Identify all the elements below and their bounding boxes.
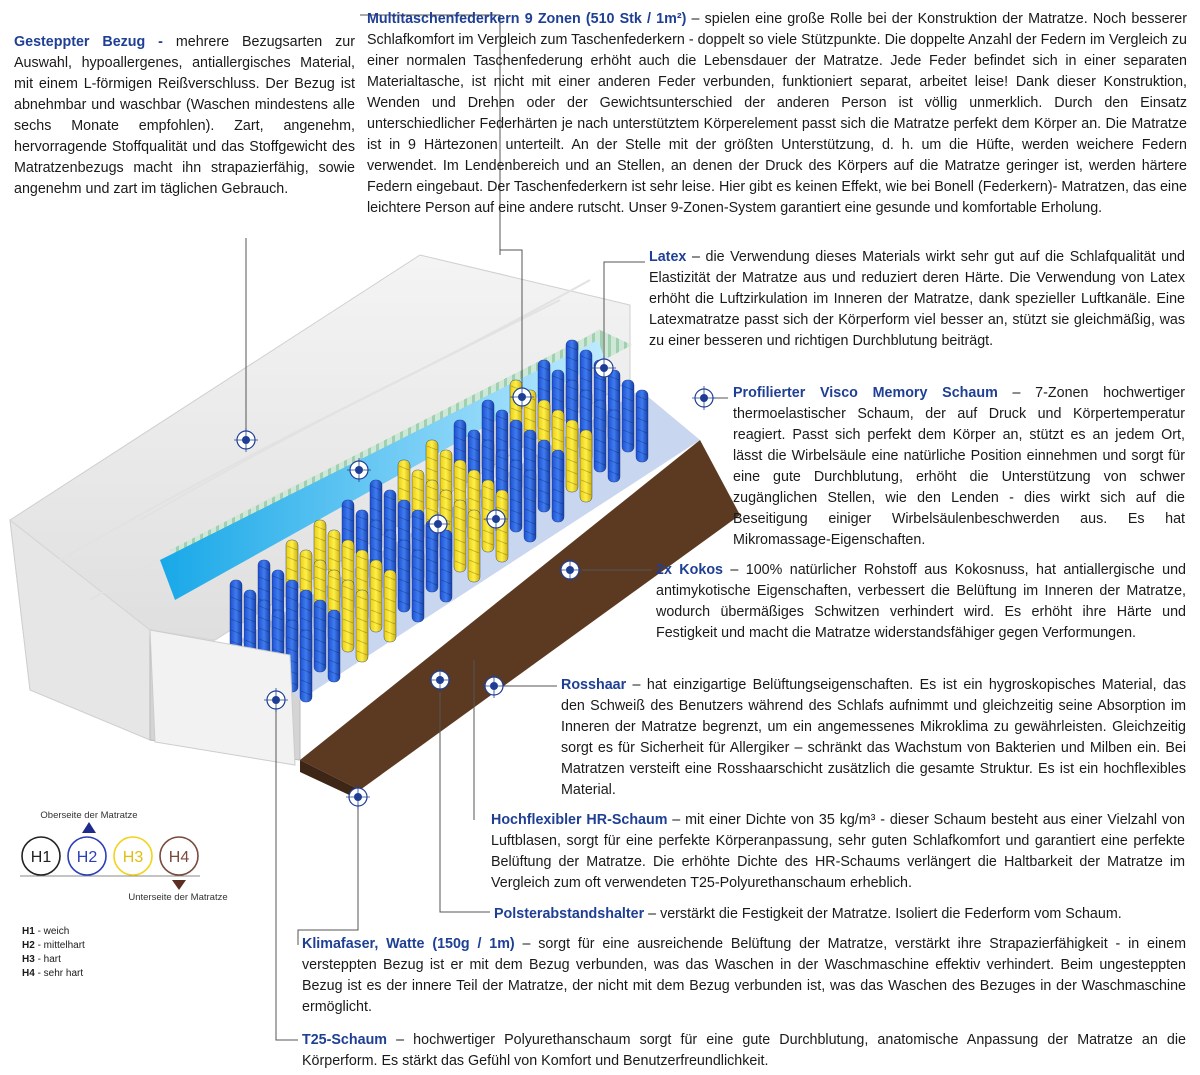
spring-pocket	[314, 600, 326, 672]
spring-pocket	[468, 510, 480, 582]
legend-row	[22, 925, 85, 939]
title: Hochflexibler HR-Schaum	[491, 812, 668, 828]
hardness-circle-h2	[68, 837, 106, 875]
spring-pocket	[622, 380, 634, 452]
spring-pocket	[636, 390, 648, 462]
legend-text: - hart	[34, 954, 61, 965]
description: – spielen eine große Rolle bei der Konstruktion der Matratze. Noch besserer Schlafkomfort im Vergleich zum Taschenfederkern - doppelt so viele Stützpunkte. Die doppelte Anzahl der Federn im Vergleich zu einer normalen Taschenfederung erhöht auch die Lebensdauer der Matratze. Jede Feder befindet sich in einer separaten Materialtasche, ist nicht mit einer anderen Feder verbunden, funktioniert separat, arbeitet leise! Dank dieser Konstruktion, Wenden und Drehen oder der Gewichtsunterschied der anderen Person ist völlig unmerklich. Durch den Einsatz unterschiedlicher Federhärten je nach unterstütztem Körperelement passt sich die Matratze perfekt dem Körper an. Die Matratze ist in 9 Härtezonen unterteilt. An der Stelle mit der größten Unterstützung, d. h. um die Hüfte, werden weichere Federn verwendet. Im Lendenbereich und an Stellen, an denen der Druck des Körpers auf die Matratze geringer ist, werden härtere Federn eingebaut. Der Taschenfederkern ist sehr leise. Hier gibt es keinen Effekt, wie bei Bonell (Federkern)- Matratzen, das eine leichtere Person auf eine andere rutscht. Unser 9-Zonen-System garantiert eine gesunde und komfortable Erholung.	[367, 11, 1187, 216]
title: T25-Schaum	[302, 1032, 388, 1048]
spring-pocket	[328, 610, 340, 682]
legend-key: H4	[22, 968, 35, 979]
top-arrow-icon	[82, 822, 96, 833]
title: Rosshaar	[561, 677, 627, 693]
title: 2x Kokos	[656, 562, 724, 578]
spring-pocket	[538, 440, 550, 512]
bottom-arrow-icon	[172, 880, 186, 890]
spring-pocket	[454, 500, 466, 572]
spring-pocket	[370, 560, 382, 632]
hardness-circle-label: H4	[168, 849, 190, 866]
block-rosshaar	[561, 675, 1186, 801]
legend-text: - sehr hart	[34, 968, 84, 979]
hardness-circle-h1	[22, 837, 60, 875]
title: Profilierter Visco Memory Schaum	[733, 385, 998, 401]
hardness-legend	[22, 925, 85, 981]
description: – hochwertiger Polyurethanschaum sorgt für eine gute Durchblutung, anatomische Anpassung der Matratze an die Körperform. Es stärkt das Gefühl von Komfort und Benutzerfreundlichkeit.	[302, 1032, 1186, 1069]
block-kokos	[656, 560, 1186, 644]
spring-pocket	[384, 570, 396, 642]
legend-key: H3	[22, 954, 35, 965]
target-marker-icon	[692, 386, 716, 410]
hardness-diagram	[20, 810, 228, 903]
legend-row	[22, 967, 85, 981]
spring-pocket	[580, 430, 592, 502]
description: – hat einzigartige Belüftungseigenschaften. Es ist ein hygroskopisches Material, das den Schweiß des Benutzers während des Schlafs aufnimmt und gleichzeitig seine Absorption im Inneren der Matratze begrenzt, um ein angemessenes Mikroklima zu gewährleisten. Gleichzeitig sorgt es für Sicherheit für Allergiker – schränkt das Wachstum von Bakterien und Milben ein. Bei Matratzen versteift eine Rosshaarschicht zusätzlich die gesamte Struktur. Es ist ein hochflexibles Material.	[561, 677, 1186, 798]
block-polsterabstandshalter	[494, 904, 1186, 925]
title: Polsterabstandshalter	[494, 906, 645, 922]
spring-pocket	[230, 580, 242, 652]
title: Multitaschenfederkern 9 Zonen (510 Stk / 1m²)	[367, 11, 687, 27]
title: Latex	[649, 249, 687, 265]
description: – 7-Zonen hochwertiger thermoelastischer Schaum, der auf Druck und Körpertemperatur reagiert. Passt sich perfekt dem Körper an, stützt es an jedem Ort, lässt die Wirbelsäule eine natürliche Position einnehmen und sorgt für eine gute Durchblutung, erhöht die Unterstützung von schwer zugänglichen Stellen, wie den Lenden - dies wirkt sich auf die Beseitigung einiger Wirbelsäulenbeschwerden aus. Es hat Mikromassage-Eigenschaften.	[733, 385, 1185, 548]
description: – 100% natürlicher Rohstoff aus Kokosnuss, hat antiallergische und antimykotische Eigenschaften, verbessert die Belüftung im Inneren der Matratze, wodurch übermäßiges Schwitzen verhindert wird. Es erhöht ihre Härte und Festigkeit und macht die Matratze widerstandsfähiger gegen Verformungen.	[656, 562, 1186, 641]
title: Gesteppter Bezug -	[14, 34, 163, 50]
spring-pocket	[566, 420, 578, 492]
description: – die Verwendung dieses Materials wirkt sehr gut auf die Schlafqualität und Elastizität der Matratze aus und reduziert deren Härte. Die Verwendung von Latex erhöht die Luftzirkulation im Inneren der Matratze, dank spezieller Luftkanäle. Eine Latexmatratze passt sich der Körperform viel besser an, stützt sie gleichmäßig, was zu einer besseren und richtigen Durchblutung beiträgt.	[649, 249, 1185, 349]
spring-pocket	[342, 580, 354, 652]
block-visco	[733, 383, 1185, 551]
description: – mit einer Dichte von 35 kg/m³ - dieser Schaum besteht aus einer Vielzahl von Luftblasen, sorgt für eine perfekte Körperanpassung, sehr guten Schlafkomfort und garantiert eine perfekte Belüftung der Matratze. Die erhöhte Dichte des HR-Schaums verlängert die Haltbarkeit der Matratze im Vergleich zum oft verwendeten T25-Polyurethanschaum erheblich.	[491, 812, 1185, 891]
legend-text: - mittelhart	[34, 940, 85, 951]
spring-pocket	[440, 530, 452, 602]
block-gesteppter-bezug	[14, 32, 355, 200]
spring-pocket	[524, 470, 536, 542]
hardness-circle-label: H1	[30, 849, 52, 866]
spring-pocket	[552, 450, 564, 522]
spring-pocket	[510, 460, 522, 532]
spring-pocket	[300, 630, 312, 702]
spring-pocket	[398, 540, 410, 612]
legend-key: H1	[22, 926, 35, 937]
hardness-circle-h3	[114, 837, 152, 875]
block-hr-schaum	[491, 810, 1185, 894]
description: mehrere Bezugsarten zur Auswahl, hypoallergenes, antiallergisches Material, mit einem L-förmigen Reißverschluss. Der Bezug ist abnehmbar und waschbar (Waschen mindestens alle sechs Monate empfohlen). Zart, angenehm, hervorragende Stoffqualität und das Stoffgewicht des Matratzenbezugs macht ihn strapazierfähig, sowie angenehm und zart im täglichen Gebrauch.	[14, 34, 355, 197]
block-t25-schaum	[302, 1030, 1186, 1072]
legend-row	[22, 939, 85, 953]
spring-pocket	[594, 400, 606, 472]
spring-pocket	[356, 590, 368, 662]
hardness-circle-label: H2	[76, 849, 98, 866]
spring-pocket	[412, 550, 424, 622]
block-latex	[649, 247, 1185, 352]
legend-row	[22, 953, 85, 967]
hardness-circle-label: H3	[122, 849, 144, 866]
legend-key: H2	[22, 940, 35, 951]
description: – verstärkt die Festigkeit der Matratze. Isoliert die Federform vom Schaum.	[644, 906, 1122, 922]
legend-text: - weich	[34, 926, 70, 937]
block-multitaschenfederkern	[367, 9, 1187, 219]
spring-pocket	[608, 410, 620, 482]
bottom-side-label: Unterseite der Matratze	[128, 892, 228, 903]
title: Klimafaser, Watte (150g / 1m)	[302, 936, 515, 952]
hardness-circle-h4	[160, 837, 198, 875]
block-klimafaser	[302, 934, 1186, 1018]
top-side-label: Oberseite der Matratze	[40, 810, 138, 821]
description: – sorgt für eine ausreichende Belüftung der Matratze, verstärkt ihre Strapazierfähigkeit - in einem versteppten Bezug ist er mit dem Bezug verbunden, was das Waschen in der Waschmaschine effektiv verhindert. Beim ungesteppten Bezug ist es der innere Teil der Matratze, der nicht mit dem Bezug verbunden ist, was das Waschen des Bezuges in der Waschmaschine ermöglicht.	[302, 936, 1186, 1015]
